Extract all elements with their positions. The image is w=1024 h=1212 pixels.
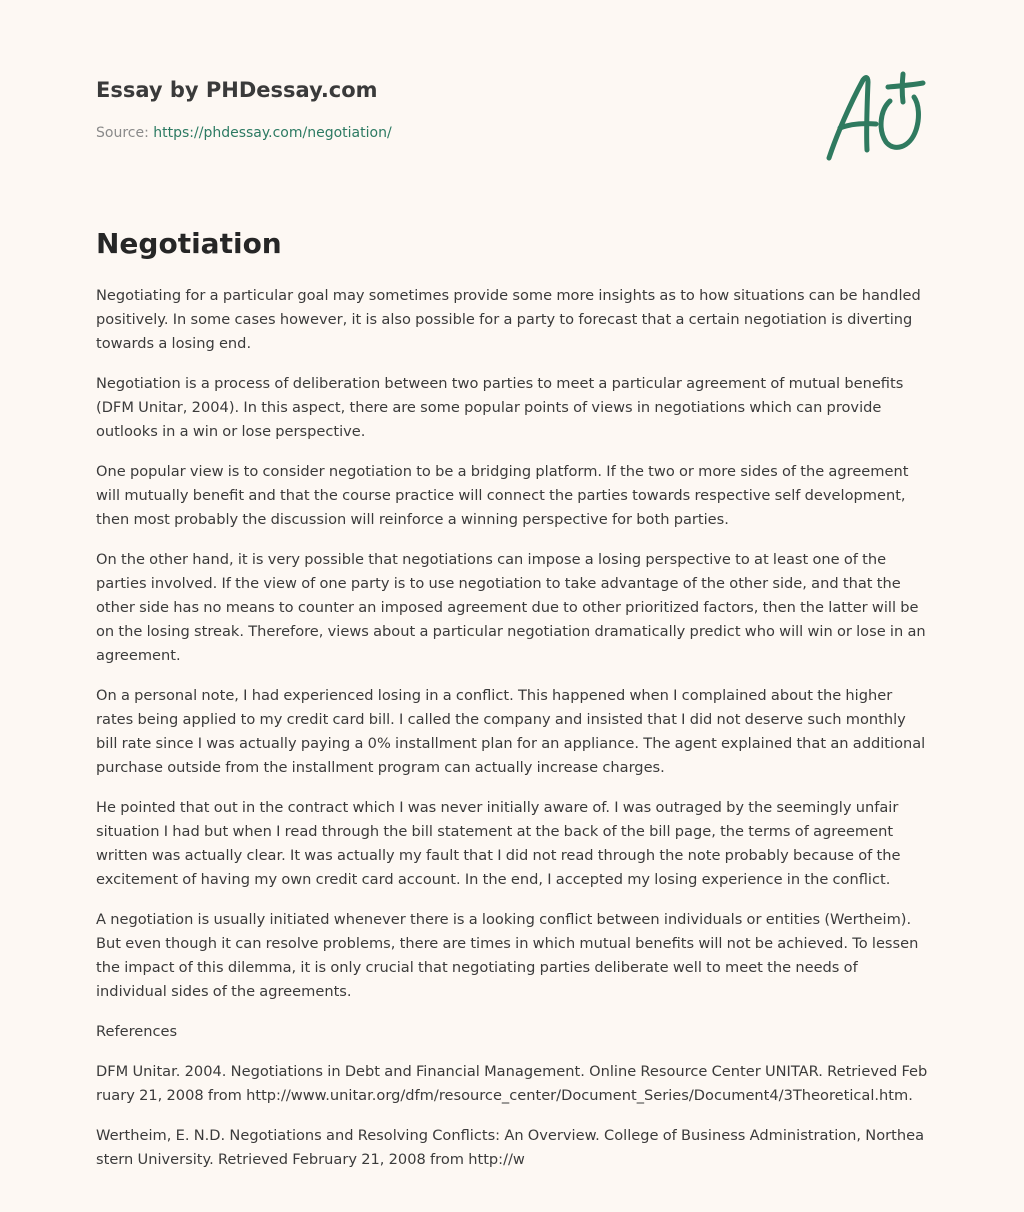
- reference-item: DFM Unitar. 2004. Negotiations in Debt and Financial Management. Online Resource Center UNITAR. Retrieved February 21, 2008 from http://www.unitar.org/dfm/resource_center/Document_Series/Document4/3Theoretical.htm.: [96, 1063, 928, 1104]
- essay-paragraph: Negotiating for a particular goal may sometimes provide some more insights as to how situations can be handled positively. In some cases however, it is also possible for a party to forecast that a certain negotiation is diverting towards a losing end.: [96, 287, 921, 352]
- essay-title: Negotiation: [96, 227, 282, 260]
- a-plus-logo-icon: [820, 68, 928, 168]
- source-label: Source:: [96, 125, 149, 141]
- essay-paragraph: A negotiation is usually initiated whenever there is a looking conflict between individuals or entities (Wertheim). But even though it can resolve problems, there are times in which mutual benefits will not be achieved. To lessen the impact of this dilemma, it is only crucial that negotiating parties deliberate well to meet the needs of individual sides of the agreements.: [96, 911, 919, 1000]
- essay-paragraph: One popular view is to consider negotiation to be a bridging platform. If the two or more sides of the agreement will mutually benefit and that the course practice will connect the parties towards respective self development, then most probably the discussion will reinforce a winning perspective for both parties.: [96, 463, 909, 528]
- essay-paragraph: On a personal note, I had experienced losing in a conflict. This happened when I complained about the higher rates being applied to my credit card bill. I called the company and insisted that I did not deserve such monthly bill rate since I was actually paying a 0% installment plan for an appliance. The agent explained that an additional purchase outside from the installment program can actually increase charges.: [96, 687, 926, 776]
- source-line: [96, 123, 392, 143]
- reference-item: Wertheim, E. N.D. Negotiations and Resolving Conflicts: An Overview. College of Business Administration, Northeastern University. Retrieved February 21, 2008 from http://w: [96, 1127, 925, 1168]
- essay-body: [96, 284, 928, 1188]
- references-heading: References: [96, 1023, 178, 1040]
- essay-paragraph: He pointed that out in the contract which I was never initially aware of. I was outraged by the seemingly unfair situation I had but when I read through the bill statement at the back of the bill page, the terms of agreement written was actually clear. It was actually my fault that I did not read through the note probably because of the excitement of having my own credit card account. In the end, I accepted my losing experience in the conflict.: [96, 799, 901, 888]
- site-title: Essay by PHDessay.com: [96, 78, 378, 102]
- essay-paragraph: Negotiation is a process of deliberation between two parties to meet a particular agreement of mutual benefits (DFM Unitar, 2004). In this aspect, there are some popular points of views in negotiations which can provide outlooks in a win or lose perspective.: [96, 375, 904, 440]
- essay-paragraph: On the other hand, it is very possible that negotiations can impose a losing perspective to at least one of the parties involved. If the view of one party is to use negotiation to take advantage of the other side, and that the other side has no means to counter an imposed agreement due to other prioritized factors, then the latter will be on the losing streak. Therefore, views about a particular negotiation dramatically predict who will win or lose in an agreement.: [96, 551, 926, 664]
- source-link[interactable]: https://phdessay.com/negotiation/: [153, 125, 392, 141]
